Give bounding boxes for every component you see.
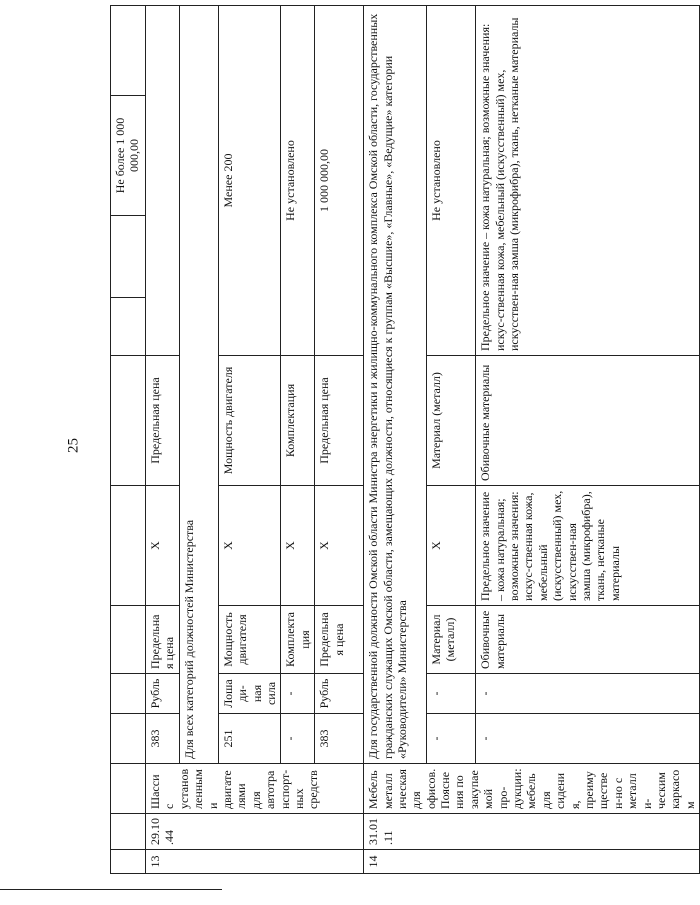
table-row: - - Материал (металл) X Материал (металл) Не установлено [426, 6, 475, 874]
document-table-area [110, 6, 697, 874]
okpd-code: 29.10.44 [146, 814, 364, 850]
category-header: Для всех категорий должностей Министерства [179, 6, 218, 764]
footnote-rule [0, 889, 222, 890]
table-row: 251 Лошади-ная сила Мощность двигателя X Мощность двигателя Менее 200 [218, 6, 281, 874]
page-number: 25 [65, 438, 82, 453]
table-row: - - Обивочные материалы Предельное значение – кожа натуральная; возможные значения: искус-ственная кожа, мебельный (искусственный) мех, искусствен-ная замша (микрофибра), ткань, нетканые материалы Обивочные материалы Предельное значение – кожа натуральная; возможные значения: искус-ственная кожа, мебельный (искусственный) мех, искусствен-ная замша (микрофибра), ткань, нетканые материалы [476, 6, 700, 874]
table-row [111, 6, 146, 874]
value-cell: Не более 1 000 000,00 [111, 96, 146, 216]
row-number: 14 [364, 850, 700, 874]
row-number: 13 [146, 850, 364, 874]
requirements-table [110, 5, 700, 874]
category-header: Для государственной должности Омской области Министра энергетики и жилищно-коммунального комплекса Омской области, государственных гражданских служащих Омской области, замещающих должности, относящиеся к группам «Высшие», «Главные», «Ведущие» категории «Руководители» Министерства [364, 6, 427, 764]
product-name: Мебель металлическая для офисов. Пояснения по закупаемой про-дукции: мебель для сидения, преимуществен-но с металли-ческим каркасом [364, 764, 700, 814]
table-row [179, 6, 218, 874]
table-row [364, 6, 427, 874]
okpd-code: 31.01.11 [364, 814, 700, 850]
table-row: 13 29.10.44 Шасси с установленными двигателями для автотранспорт-ных средств 383 Рубль Предельная цена X Предельная цена [146, 6, 180, 874]
product-name: Шасси с установленными двигателями для автотранспорт-ных средств [146, 764, 364, 814]
table-row: 383 Рубль Предельная цена X Предельная цена 1 000 000,00 [315, 6, 364, 874]
table-row: - - Комплектация X Комплектация Не установлено [281, 6, 315, 874]
